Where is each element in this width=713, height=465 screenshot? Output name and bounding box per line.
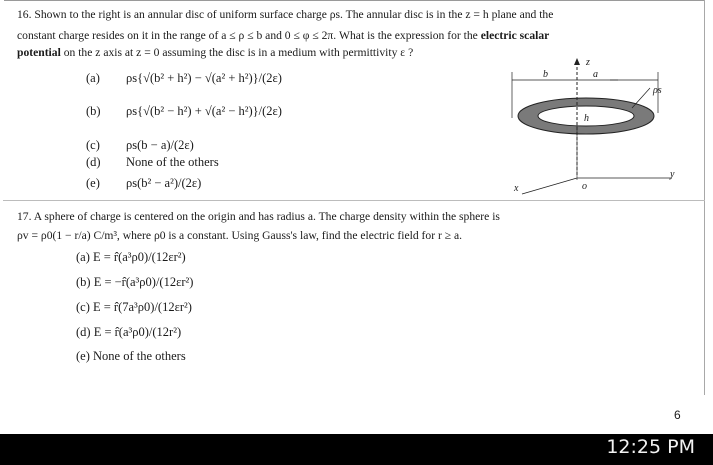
q17-option-a: (a) E = r̂(a³ρ0)/(12εr²) [76,250,186,264]
figure-label-rho: ρs [653,85,662,96]
page-border-right [704,0,705,395]
status-clock: 12:25 PM [606,436,695,458]
annular-disc-figure [500,58,680,198]
figure-label-o: o [582,181,587,192]
q16-line-3-text: on the z axis at z = 0 assuming the disc is in a medium with permittivity ε ? [63,46,414,59]
q17-option-b: (b) E = −r̂(a³ρ0)/(12εr²) [76,275,194,289]
q16-option-d-label: (d) [86,155,101,169]
q17-option-c: (c) E = r̂(7a³ρ0)/(12εr²) [76,300,192,314]
figure-label-b: b [543,69,548,80]
q16-line-3-bold: potential [17,46,61,59]
q17-option-d: (d) E = r̂(a³ρ0)/(12r²) [76,325,182,339]
q17-line-1: 17. A sphere of charge is centered on the origin and has radius a. The charge density within the sphere is [17,210,500,223]
q16-option-b-label: (b) [86,104,101,118]
x-axis [522,178,577,194]
page-number: 6 [674,408,681,422]
q16-option-c-label: (c) [86,138,100,152]
q16-option-a-text: ρs{√(b² + h²) − √(a² + h²)}/(2ε) [126,71,282,85]
q17-option-e: (e) None of the others [76,349,186,363]
q16-line-3 [17,47,413,59]
figure-label-x: x [514,183,519,194]
figure-label-a: a [593,69,598,80]
q16-line-1: 16. Shown to the right is an annular disc of uniform surface charge ρs. The annular disc is in the z = h plane and the [17,8,554,21]
figure-label-y: y [670,169,675,180]
question-divider [3,200,705,201]
q16-line-2 [17,30,549,42]
q16-line-2-text: constant charge resides on it in the range of a ≤ ρ ≤ b and 0 ≤ φ ≤ 2π. What is the expression for the [17,29,478,42]
q16-option-b-text: ρs{√(b² − h²) + √(a² − h²)}/(2ε) [126,104,282,118]
q16-option-a-label: (a) [86,71,100,85]
figure-label-h: h [584,113,589,124]
z-axis-arrow [574,58,580,65]
q16-option-c-text: ρs(b − a)/(2ε) [126,138,194,152]
q16-option-d-text: None of the others [126,155,219,169]
figure-label-z: z [586,57,590,68]
q17-line-2: ρv = ρ0(1 − r/a) C/m³, where ρ0 is a constant. Using Gauss's law, find the electric field for r ≥ a. [17,229,463,242]
q16-option-e-label: (e) [86,176,100,190]
page-border-top [4,0,705,1]
q16-option-e-text: ρs(b² − a²)/(2ε) [126,176,202,190]
q16-line-2-bold: electric scalar [480,29,550,42]
